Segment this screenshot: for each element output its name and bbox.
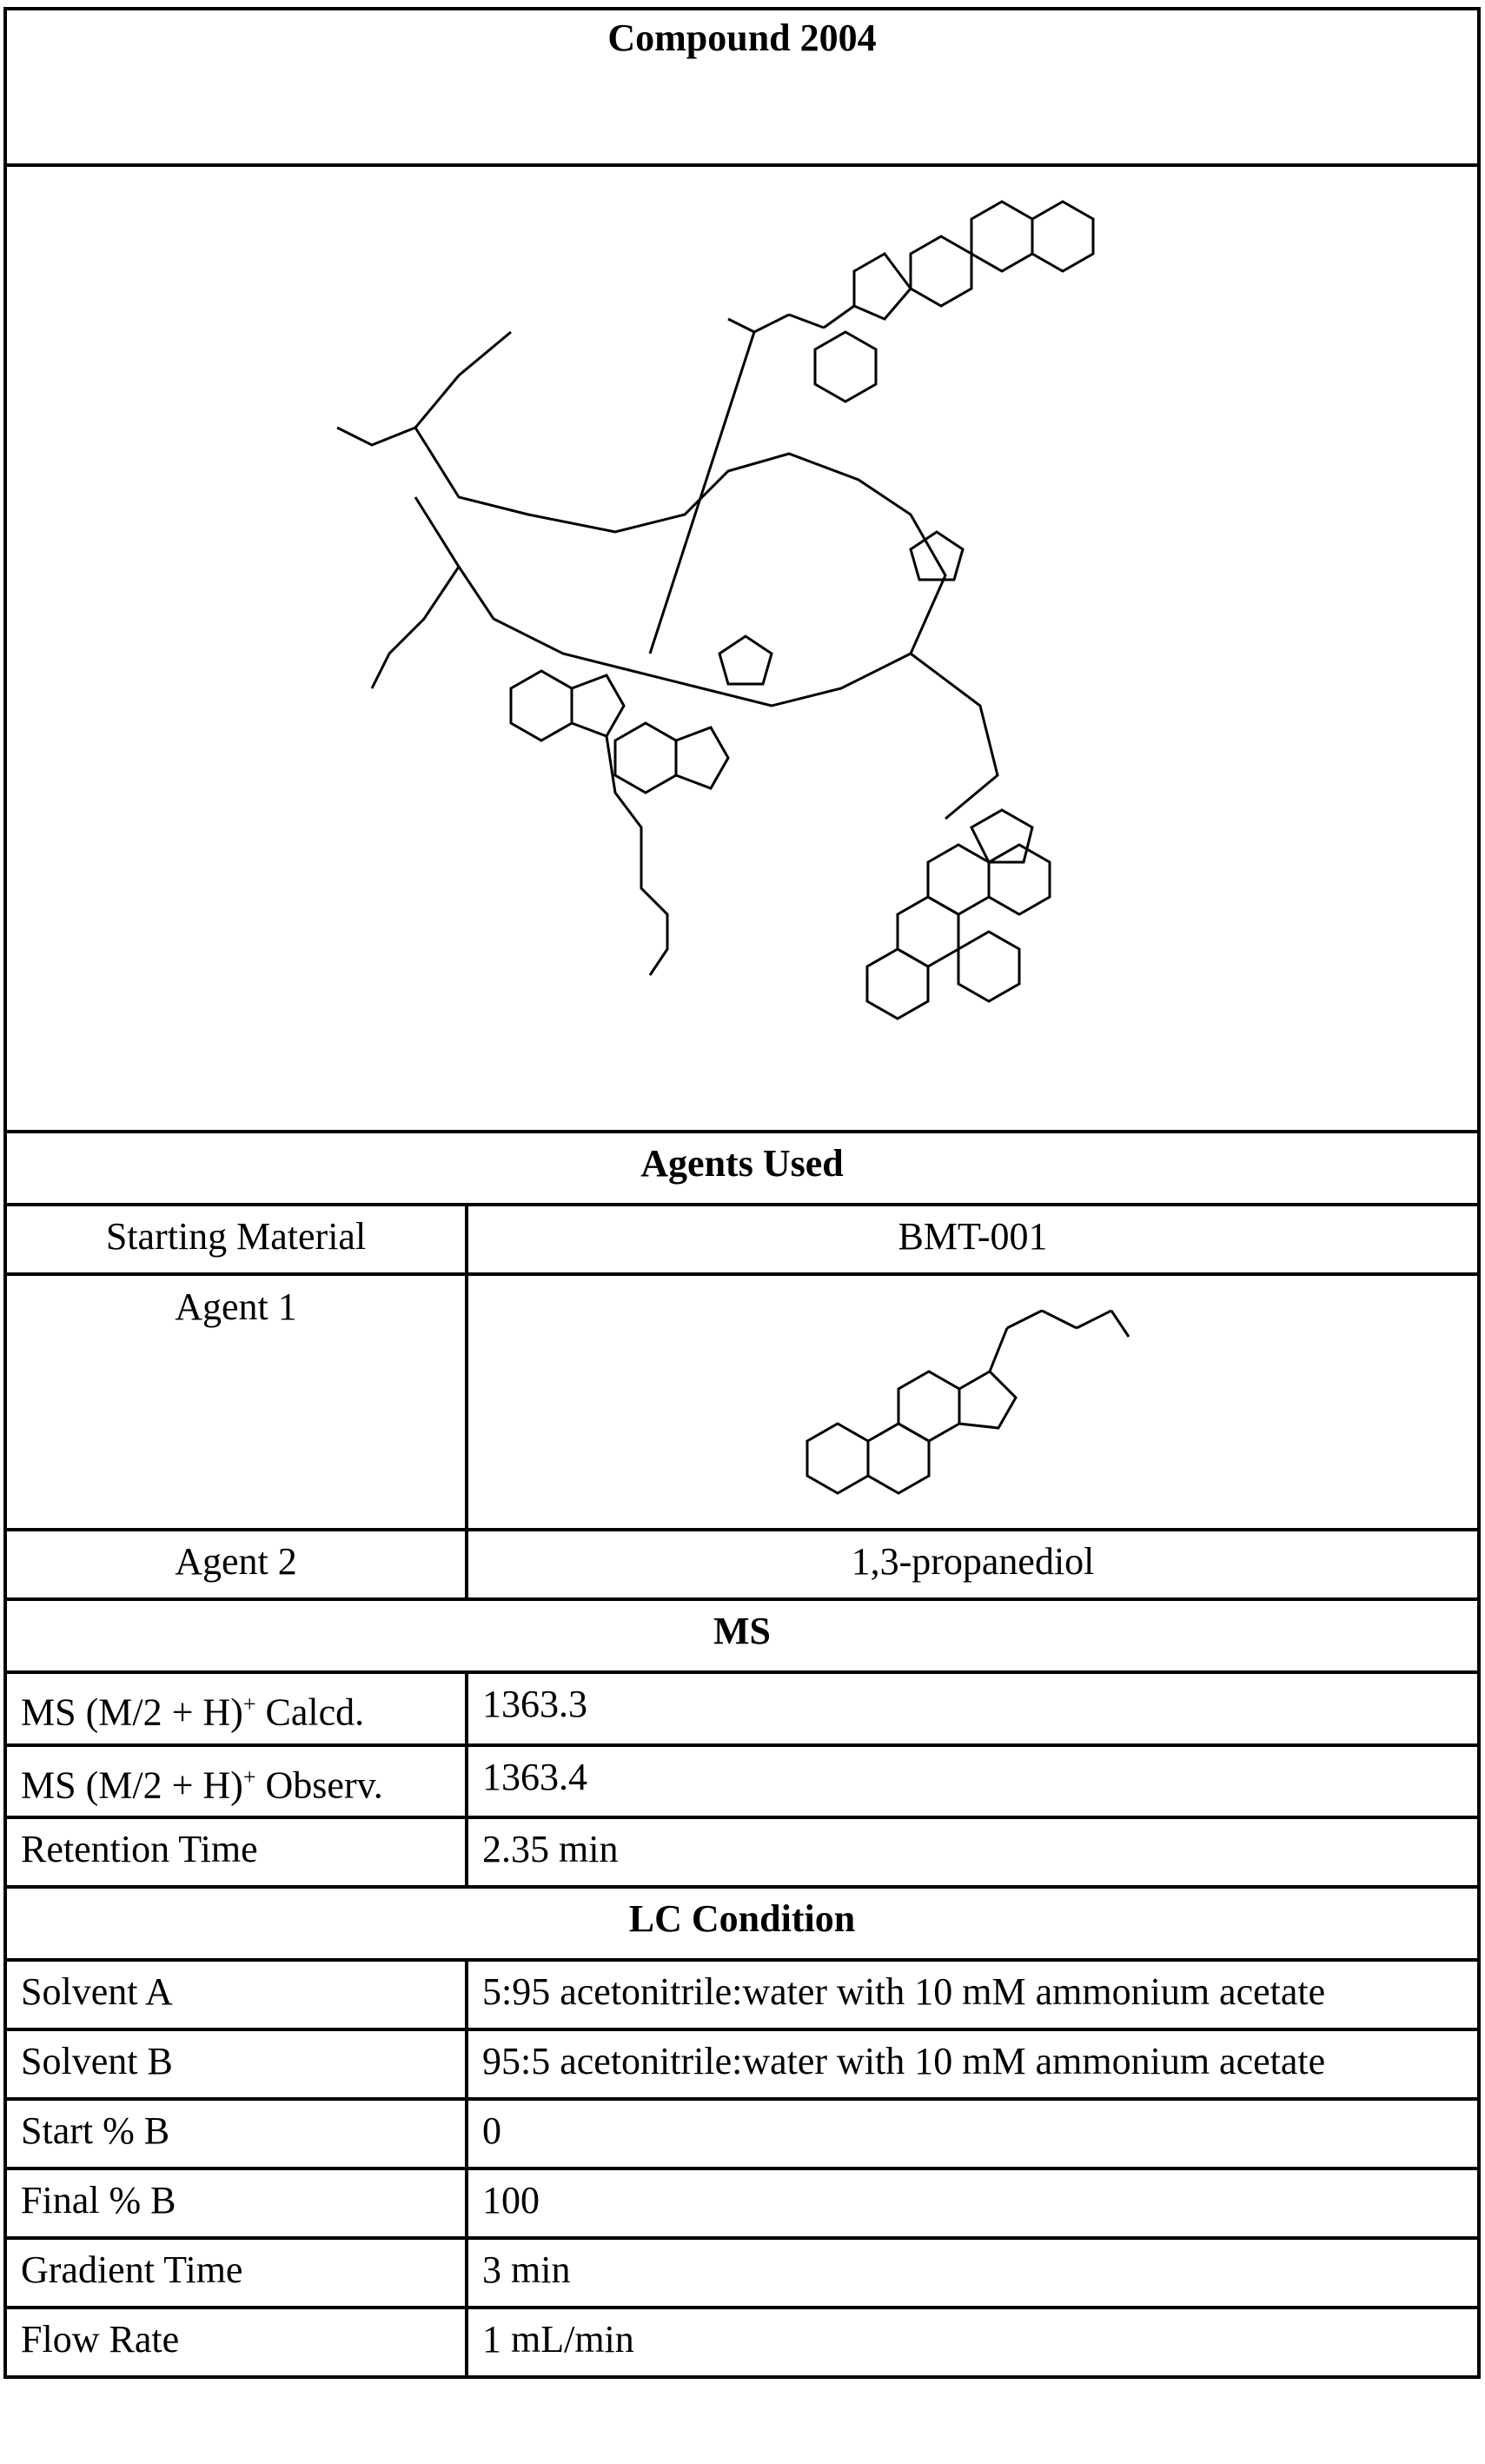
ms-observ-label-sup: + bbox=[243, 1764, 256, 1790]
starting-material-label: Starting Material bbox=[5, 1205, 467, 1274]
lc-label: Flow Rate bbox=[5, 2308, 467, 2377]
lc-label: Start % B bbox=[5, 2099, 467, 2168]
lc-value: 1 mL/min bbox=[467, 2308, 1479, 2377]
ms-observ-label bbox=[5, 1745, 467, 1818]
lc-label: Gradient Time bbox=[5, 2238, 467, 2308]
lc-value: 95:5 acetonitrile:water with 10 mM ammonium acetate bbox=[467, 2029, 1479, 2099]
lc-label: Final % B bbox=[5, 2168, 467, 2238]
ms-observ-label-text: MS (M/2 + H) bbox=[21, 1763, 243, 1806]
lc-header: LC Condition bbox=[5, 1887, 1479, 1960]
ms-header: MS bbox=[5, 1599, 1479, 1672]
steroid-bottom bbox=[867, 654, 1050, 1019]
starting-material-value: BMT-001 bbox=[467, 1205, 1479, 1274]
agent-1-label: Agent 1 bbox=[5, 1274, 467, 1530]
lc-value: 100 bbox=[467, 2168, 1479, 2238]
retention-time-label: Retention Time bbox=[5, 1817, 467, 1887]
agent-2-value: 1,3-propanediol bbox=[467, 1530, 1479, 1599]
lc-value: 3 min bbox=[467, 2238, 1479, 2308]
cholic-acid-structure-image bbox=[468, 1276, 1476, 1519]
ms-observ-label-suffix: Observ. bbox=[256, 1763, 383, 1806]
compound-structure-cell bbox=[5, 165, 1479, 1132]
ms-calcd-label-suffix: Calcd. bbox=[256, 1691, 365, 1734]
ms-calcd-label bbox=[5, 1672, 467, 1745]
compound-table bbox=[3, 7, 1481, 2379]
lc-label: Solvent A bbox=[5, 1960, 467, 2029]
ms-calcd-label-text: MS (M/2 + H) bbox=[21, 1691, 243, 1734]
agent-1-structure-cell bbox=[467, 1274, 1479, 1530]
agents-header: Agents Used bbox=[5, 1132, 1479, 1205]
compound-structure-image bbox=[7, 167, 1477, 1123]
agent-2-label: Agent 2 bbox=[5, 1530, 467, 1599]
lc-value: 0 bbox=[467, 2099, 1479, 2168]
ms-calcd-label-sup: + bbox=[243, 1691, 256, 1717]
ms-observ-value: 1363.4 bbox=[467, 1745, 1479, 1818]
steroid-top bbox=[728, 202, 1093, 332]
lc-label: Solvent B bbox=[5, 2029, 467, 2099]
retention-time-value: 2.35 min bbox=[467, 1817, 1479, 1887]
lc-value: 5:95 acetonitrile:water with 10 mM ammonium acetate bbox=[467, 1960, 1479, 2029]
compound-title: Compound 2004 bbox=[5, 9, 1479, 165]
ms-calcd-value: 1363.3 bbox=[467, 1672, 1479, 1745]
